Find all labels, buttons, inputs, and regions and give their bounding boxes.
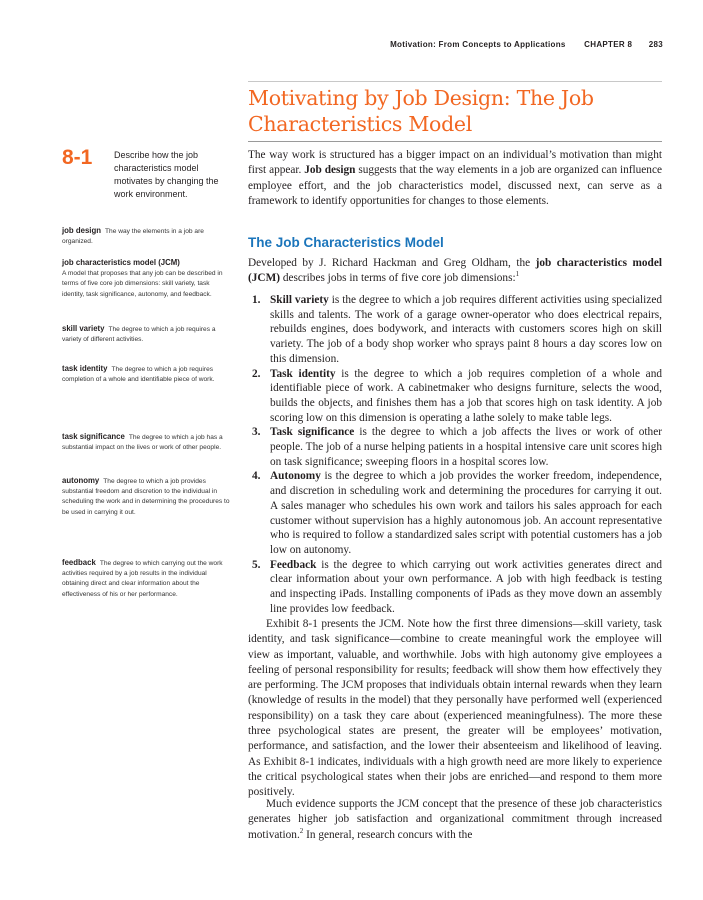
exhibit-paragraph: Exhibit 8-1 presents the JCM. Note how the first three dimensions—skill variety, task identity, and task significance—combine to create meaningful work the employee will view as important, valuable, and worthwhile. Jobs with high autonomy give employees a feeling of personal responsibility for results; feedback will show them how effectively they are performing. The JCM proposes that individuals obtain internal rewards when they learn (knowledge of results in the model) that they personally have performed well (experienced responsibility) on a task they care about (experienced meaningfulness). The more these three psychological states are present, the greater will be employees’ motivation, performance, and satisfaction, and the lower their absenteeism and likelihood of leaving. As Exhibit 8-1 indicates, individuals with a high growth need are more likely to experience the critical psychological states when their jobs are enriched—and respond to them more positively.: [248, 618, 662, 799]
glossary-definition: The degree to which a job provides substantial freedom and discretion to the individual in scheduling the work and in determining the procedures to be used in carrying it out.: [62, 478, 230, 516]
glossary-entry-autonomy: [62, 476, 232, 518]
glossary-definition: The degree to which a job requires completion of a whole and identifiable piece of work.: [62, 366, 215, 384]
key-term-job-design: Job design: [304, 164, 356, 177]
glossary-definition: The degree to which a job requires a variety of different activities.: [62, 326, 216, 344]
glossary-entry-jcm: [62, 258, 232, 300]
title-bottom-rule: [248, 141, 662, 142]
running-header: [390, 40, 663, 49]
intro-paragraph: The way work is structured has a bigger impact on an individual’s motivation than might first appear. Job design suggests that the way elements in a job are organized can influence employee effort, and the job characteristics model, discussed next, can serve as a framework to identify opportunities for changes to those elements.: [248, 149, 662, 207]
footnote-ref: 1: [515, 270, 520, 279]
subsection-heading: The Job Characteristics Model: [248, 235, 444, 250]
glossary-definition: The degree to which a job has a substantial impact on the lives or work of other people.: [62, 434, 223, 452]
list-item: 1. Skill variety is the degree to which a job requires different activities using specialized skills and talents. The work of a garage owner-operator who does electrical repairs, rebuilds engines, does bodywork, and interacts with customers scores high on skill variety. The job of a body shop worker who sprays paint 8 hours a day scores low on this dimension.: [252, 294, 662, 365]
glossary-term: autonomy: [62, 476, 100, 485]
glossary-term: task identity: [62, 364, 108, 373]
dimension-name: Feedback: [270, 558, 317, 571]
glossary-term: job characteristics model (JCM): [62, 258, 180, 267]
chapter-label: CHAPTER 8: [584, 40, 633, 49]
core-dimensions-list: [248, 293, 662, 616]
dimension-name: Autonomy: [270, 470, 321, 483]
list-item: 3. Task significance is the degree to which a job affects the lives or work of other people. The job of a nurse helping patients in a hospital intensive care unit scores high on task significance; sweeping floors in a hospital scores low.: [252, 426, 662, 468]
glossary-definition: The degree to which carrying out the work activities required by a job results in the individual obtaining direct and clear information about the effectiveness of his or her performance.: [62, 560, 223, 598]
glossary-entry-skill-variety: [62, 324, 232, 345]
title-top-rule: [248, 81, 662, 82]
list-item: 4. Autonomy is the degree to which a job provides the worker freedom, independence, and discretion in scheduling work and determining the procedures for carrying it out. A sales manager who schedules his own work and tailors his sales approach for each customer without supervision has a highly autonomous job. An account representative who is required to follow a standardized sales script with potential customers has a job low on autonomy.: [252, 470, 662, 556]
page-number: 283: [648, 40, 663, 49]
footnote-ref: 2: [299, 826, 304, 835]
running-title: Motivation: From Concepts to Applications: [390, 40, 566, 49]
glossary-entry-task-significance: [62, 432, 232, 453]
glossary-term: feedback: [62, 558, 96, 567]
list-item: 5. Feedback is the degree to which carrying out work activities generates direct and clear information about your own performance. A job with high feedback is testing and inspecting iPads. Installing components of iPads as they move down an assembly line provides low feedback.: [252, 558, 662, 615]
learning-objective-text: Describe how the job characteristics model motivates by changing the work environment.: [114, 150, 219, 199]
dimension-name: Skill variety: [270, 294, 329, 306]
glossary-definition: A model that proposes that any job can be described in terms of five core job dimensions: skill variety, task identity, task significance, autonomy, and feedback.: [62, 270, 223, 298]
dimension-name: Task significance: [270, 426, 355, 439]
glossary-term: job design: [62, 226, 101, 235]
glossary-entry-job-design: [62, 226, 232, 247]
glossary-term: task significance: [62, 432, 125, 441]
key-term-jcm: job characteristics model (JCM): [248, 257, 662, 285]
learning-objective-number: 8-1: [62, 146, 93, 169]
glossary-term: skill variety: [62, 324, 105, 333]
list-item: 2. Task identity is the degree to which a job requires completion of a whole and identifiable piece of work. A cabinetmaker who designs furniture, selects the wood, builds the objects, and finishes them has a job that scores high on task identity. A job scoring low on this dimension is operating a lathe solely to make table legs.: [252, 367, 662, 424]
evidence-paragraph: Much evidence supports the JCM concept that the presence of these job characteristics generates higher job satisfaction and organizational commitment through increased motivation.$^2$ In general, research concurs with the: [248, 798, 662, 841]
glossary-definition: The way the elements in a job are organized.: [62, 228, 204, 246]
glossary-entry-task-identity: [62, 364, 232, 385]
dimension-name: Task identity: [270, 367, 336, 380]
jcm-intro-paragraph: Developed by J. Richard Hackman and Greg Oldham, the job characteristics model (JCM) describes jobs in terms of five core job dimensions:$^1$: [248, 257, 662, 285]
section-title: Motivating by Job Design: The Job Characteristics Model: [248, 86, 594, 136]
glossary-entry-feedback: [62, 558, 232, 600]
